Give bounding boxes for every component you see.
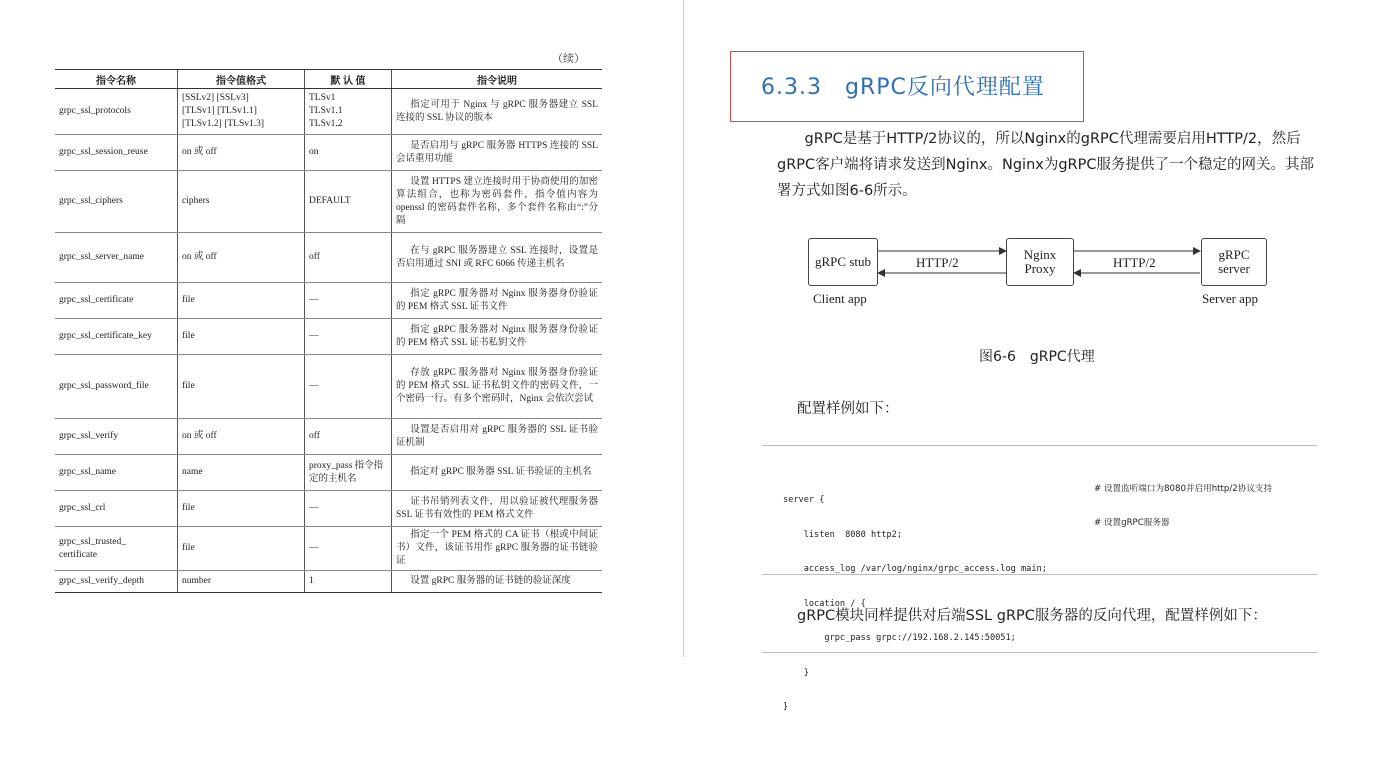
second-code-top-rule [762,652,1317,653]
directive-description: 指定 gRPC 服务器对 Nginx 服务器身份验证的 PEM 格式 SSL 证书文件 [392,283,603,319]
code-line: listen 8080 http2; [783,529,902,540]
code-line: location / { [783,598,866,609]
table-row [55,419,602,455]
directive-format: file [178,527,305,571]
directive-format: on 或 off [178,135,305,171]
directive-default: off [305,233,392,283]
directive-format: file [178,319,305,355]
table-row [55,571,602,593]
intro-paragraph: gRPC是基于HTTP/2协议的，所以Nginx的gRPC代理需要启用HTTP/2，然后gRPC客户端将请求发送到Nginx。Nginx为gRPC服务提供了一个稳定的网关。其部署方式如图6-6所示。 [777,131,1314,199]
directive-name: grpc_ssl_ciphers [55,171,178,233]
directive-description: 设置是否启用对 gRPC 服务器的 SSL 证书验证机制 [392,419,603,455]
directive-name: grpc_ssl_verify_depth [55,571,178,593]
code-line: } [783,702,789,712]
directive-description: 设置 gRPC 服务器的证书链的验证深度 [392,571,603,593]
sample-intro: 配置样例如下： [797,401,899,417]
directive-default: proxy_pass 指令指定的主机名 [305,455,392,491]
code-comment: # 设置监听端口为8080并启用http/2协议支持 [1094,483,1273,494]
directive-name: grpc_ssl_name [55,455,178,491]
outro-paragraph: gRPC模块同样提供对后端SSL gRPC服务器的反向代理，配置样例如下： [797,608,1267,624]
table-row [55,491,602,527]
grpc-stub-box [808,238,878,286]
nginx-proxy-box [1006,238,1074,286]
directive-table [55,69,602,593]
directive-name: grpc_ssl_password_file [55,355,178,419]
right-page [686,0,1375,712]
directive-format: file [178,283,305,319]
grpc-stub-label: gRPC stub [815,254,871,269]
table-header-row [55,70,602,89]
continued-label: （续） [552,52,585,65]
directive-default: — [305,283,392,319]
directive-format: file [178,491,305,527]
directive-description: 证书吊销列表文件，用以验证被代理服务器 SSL 证书有效性的 PEM 格式文件 [392,491,603,527]
code-comment: # 设置gRPC服务器 [1094,518,1170,528]
table-row [55,171,602,233]
directive-description: 设置 HTTPS 建立连接时用于协商使用的加密算法组合，也称为密码套件，指令值内容为 openssl 的密码套件名称，多个套件名称由“:”分隔 [392,171,603,233]
directive-description: 指定对 gRPC 服务器 SSL 证书验证的主机名 [392,455,603,491]
directive-description: 存放 gRPC 服务器对 Nginx 服务器身份验证的 PEM 格式 SSL 证书私钥文件的密码文件，一个密码一行。有多个密码时，Nginx 会依次尝试 [392,355,603,419]
directive-description: 是否启用与 gRPC 服务器 HTTPS 连接的 SSL 会话重用功能 [392,135,603,171]
directive-name: grpc_ssl_trusted_ certificate [55,527,178,571]
directive-default: DEFAULT [305,171,392,233]
directive-format: number [178,571,305,593]
left-protocol-label: HTTP/2 [916,255,959,270]
directive-format: [SSLv2] [SSLv3] [TLSv1] [TLSv1.1] [TLSv1.2] [TLSv1.3] [178,89,305,135]
header-description: 指令说明 [392,70,603,89]
grpc-server-line1: gRPC [1218,247,1250,262]
left-page [0,0,680,657]
header-format: 指令值格式 [178,70,305,89]
directive-default: TLSv1 TLSv1.1 TLSv1.2 [305,89,392,135]
right-protocol-label: HTTP/2 [1113,255,1156,270]
directive-format: file [178,355,305,419]
grpc-server-box [1201,238,1267,286]
server-app-label: Server app [1202,291,1258,306]
directive-name: grpc_ssl_crl [55,491,178,527]
directive-format: on 或 off [178,419,305,455]
client-app-label: Client app [813,291,867,306]
code-line: grpc_pass grpc://192.168.2.145:50051; [783,633,1016,643]
directive-name: grpc_ssl_protocols [55,89,178,135]
table-row [55,89,602,135]
table-row [55,455,602,491]
directive-description: 在与 gRPC 服务器建立 SSL 连接时，设置是否启用通过 SNI 或 RFC 6066 传递主机名 [392,233,603,283]
directive-description: 指定 gRPC 服务器对 Nginx 服务器身份验证的 PEM 格式 SSL 证书私钥文件 [392,319,603,355]
directive-name: grpc_ssl_certificate [55,283,178,319]
section-title: 6.3.3 gRPC反向代理配置 [761,75,1045,100]
table-row [55,233,602,283]
directive-default: — [305,527,392,571]
directive-name: grpc_ssl_session_reuse [55,135,178,171]
table-row [55,283,602,319]
directive-default: — [305,319,392,355]
page-divider [683,0,684,657]
figure-caption: 图6-6 gRPC代理 [979,349,1095,365]
header-default: 默 认 值 [305,70,392,89]
directive-default: — [305,491,392,527]
grpc-proxy-diagram [808,236,1268,316]
directive-format: name [178,455,305,491]
directive-name: grpc_ssl_server_name [55,233,178,283]
code-line: server { [783,495,825,505]
table-row [55,355,602,419]
table-row [55,319,602,355]
code-top-rule [762,445,1317,446]
code-line: access_log /var/log/nginx/grpc_access.log main; [783,564,1047,574]
directive-format: on 或 off [178,233,305,283]
nginx-proxy-line2: Proxy [1024,261,1056,276]
directive-default: on [305,135,392,171]
directive-default: — [305,355,392,419]
directive-name: grpc_ssl_certificate_key [55,319,178,355]
code-bottom-rule [762,574,1317,575]
directive-name: grpc_ssl_verify [55,419,178,455]
grpc-server-line2: server [1218,261,1250,276]
directive-description: 指定可用于 Nginx 与 gRPC 服务器建立 SSL 连接的 SSL 协议的版本 [392,89,603,135]
table-row [55,135,602,171]
table-row [55,527,602,571]
directive-default: 1 [305,571,392,593]
directive-default: off [305,419,392,455]
code-line: } [783,667,809,678]
directive-description: 指定一个 PEM 格式的 CA 证书（根或中间证书）文件，该证书用作 gRPC 服务器的证书链验证 [392,527,603,571]
nginx-proxy-line1: Nginx [1023,247,1057,262]
directive-format: ciphers [178,171,305,233]
header-name: 指令名称 [55,70,178,89]
